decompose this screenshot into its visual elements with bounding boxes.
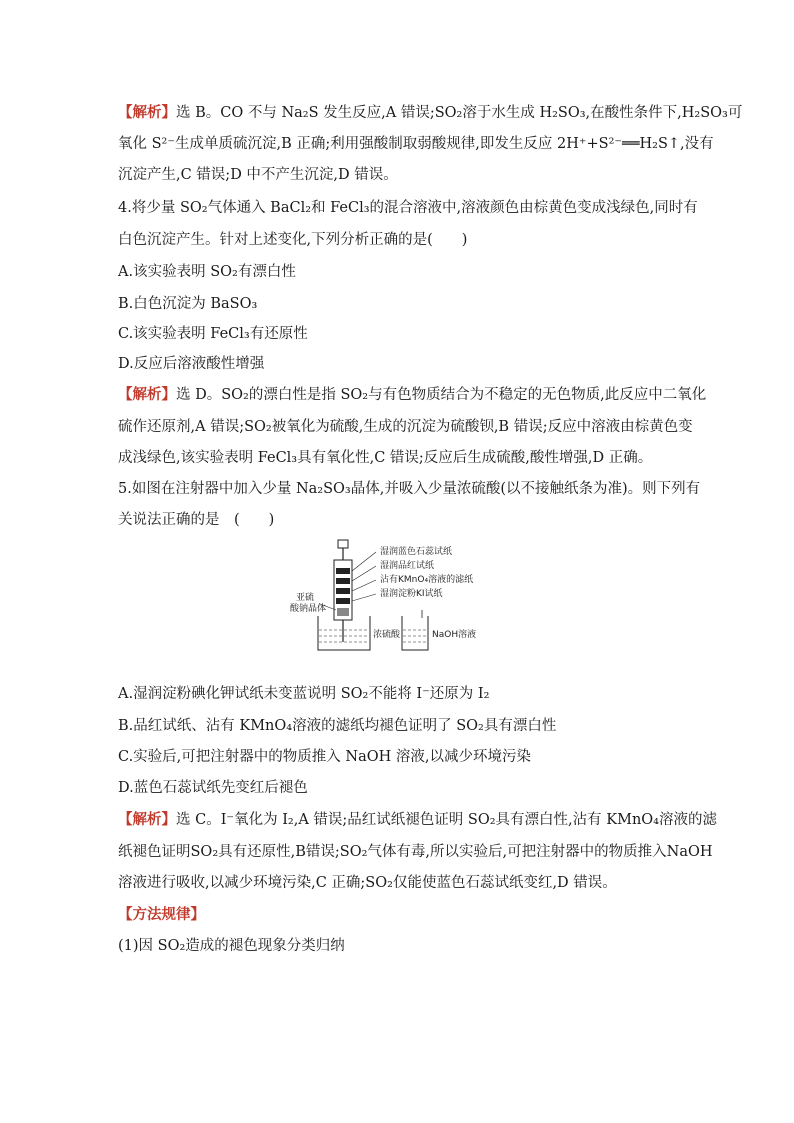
label-naoh: NaOH溶液 <box>432 630 477 640</box>
analysis-tag: 【解析】 <box>118 105 176 121</box>
q3-analysis-line-3: 沉淀产生,C 错误;D 中不产生沉淀,D 错误。 <box>118 167 398 183</box>
q4-analysis-line-2: 硫作还原剂,A 错误;SO₂被氧化为硫酸,生成的沉淀为硫酸钡,B 错误;反应中溶液由棕黄色变 <box>118 419 693 435</box>
analysis-tag: 【解析】 <box>118 812 176 828</box>
pinkred-strip <box>336 578 350 584</box>
label-na2so3-2: 酸钠晶体 <box>290 604 327 614</box>
kmno4-strip <box>336 588 350 594</box>
q5-analysis-line-1: 【解析】选 C。I⁻氧化为 I₂,A 错误;品红试纸褪色证明 SO₂具有漂白性,沾有 KMnO₄溶液的滤 <box>118 812 717 828</box>
na2so3-crystals <box>337 608 349 616</box>
q5-option-c: C.实验后,可把注射器中的物质推入 NaOH 溶液,以减少环境污染 <box>118 749 531 765</box>
analysis-tag: 【解析】 <box>118 387 176 403</box>
q4-stem-line-1: 4.将少量 SO₂气体通入 BaCl₂和 FeCl₃的混合溶液中,溶液颜色由棕黄色变成浅绿色,同时有 <box>118 200 698 216</box>
method-line-1: (1)因 SO₂造成的褪色现象分类归纳 <box>118 938 345 954</box>
q5-analysis-line-3: 溶液进行吸收,以减少环境污染,C 正确;SO₂仅能使蓝色石蕊试纸变红,D 错误。 <box>118 875 617 891</box>
q4-analysis-line-3: 成浅绿色,该实验表明 FeCl₃具有氧化性,C 错误;反应后生成硫酸,酸性增强,D 正确。 <box>118 450 653 466</box>
starch-ki-strip <box>336 598 350 604</box>
q5-option-d: D.蓝色石蕊试纸先变红后褪色 <box>118 780 308 796</box>
syringe-plunger-head <box>338 540 348 548</box>
q4-stem-line-2: 白色沉淀产生。针对上述变化,下列分析正确的是( ) <box>118 232 468 248</box>
q5-analysis-line-2: 纸褪色证明SO₂具有还原性,B错误;SO₂气体有毒,所以实验后,可把注射器中的物质推入NaOH <box>118 844 713 860</box>
beaker-right <box>402 616 428 650</box>
label-kmno4: 沾有KMnO₄溶液的滤纸 <box>380 575 474 585</box>
q4-analysis-line-1: 【解析】选 D。SO₂的漂白性是指 SO₂与有色物质结合为不稳定的无色物质,此反应中二氧化 <box>118 387 707 403</box>
q4-option-c: C.该实验表明 FeCl₃有还原性 <box>118 326 308 342</box>
q5-option-a: A.湿润淀粉碘化钾试纸未变蓝说明 SO₂不能将 I⁻还原为 I₂ <box>118 686 490 702</box>
q5-stem-line-1: 5.如图在注射器中加入少量 Na₂SO₃晶体,并吸入少量浓硫酸(以不接触纸条为准)。则下列有 <box>118 481 701 497</box>
q4-option-b: B.白色沉淀为 BaSO₃ <box>118 296 258 312</box>
apparatus-figure <box>290 538 490 653</box>
q3-analysis-line-1: 【解析】选 B。CO 不与 Na₂S 发生反应,A 错误;SO₂溶于水生成 H₂SO₃,在酸性条件下,H₂SO₃可 <box>118 105 743 121</box>
method-heading: 【方法规律】 <box>118 907 205 923</box>
label-pinkred: 湿润品红试纸 <box>380 561 435 571</box>
q5-option-b: B.品红试纸、沾有 KMnO₄溶液的滤纸均褪色证明了 SO₂具有漂白性 <box>118 718 557 734</box>
q4-option-a: A.该实验表明 SO₂有漂白性 <box>118 264 296 280</box>
q4-option-d: D.反应后溶液酸性增强 <box>118 356 265 372</box>
label-h2so4: 浓硫酸 <box>373 630 401 640</box>
blue-litmus-strip <box>336 568 350 574</box>
label-blue-litmus: 湿润蓝色石蕊试纸 <box>380 547 453 557</box>
label-na2so3-1: 亚硫 <box>296 593 315 603</box>
q3-analysis-line-2: 氧化 S²⁻生成单质硫沉淀,B 正确;利用强酸制取弱酸规律,即发生反应 2H⁺+S²⁻══H₂S↑,没有 <box>118 136 714 152</box>
q5-stem-line-2: 关说法正确的是 ( ) <box>118 512 275 528</box>
beaker-left <box>318 616 370 650</box>
label-starch-ki: 湿润淀粉KI试纸 <box>380 589 443 599</box>
